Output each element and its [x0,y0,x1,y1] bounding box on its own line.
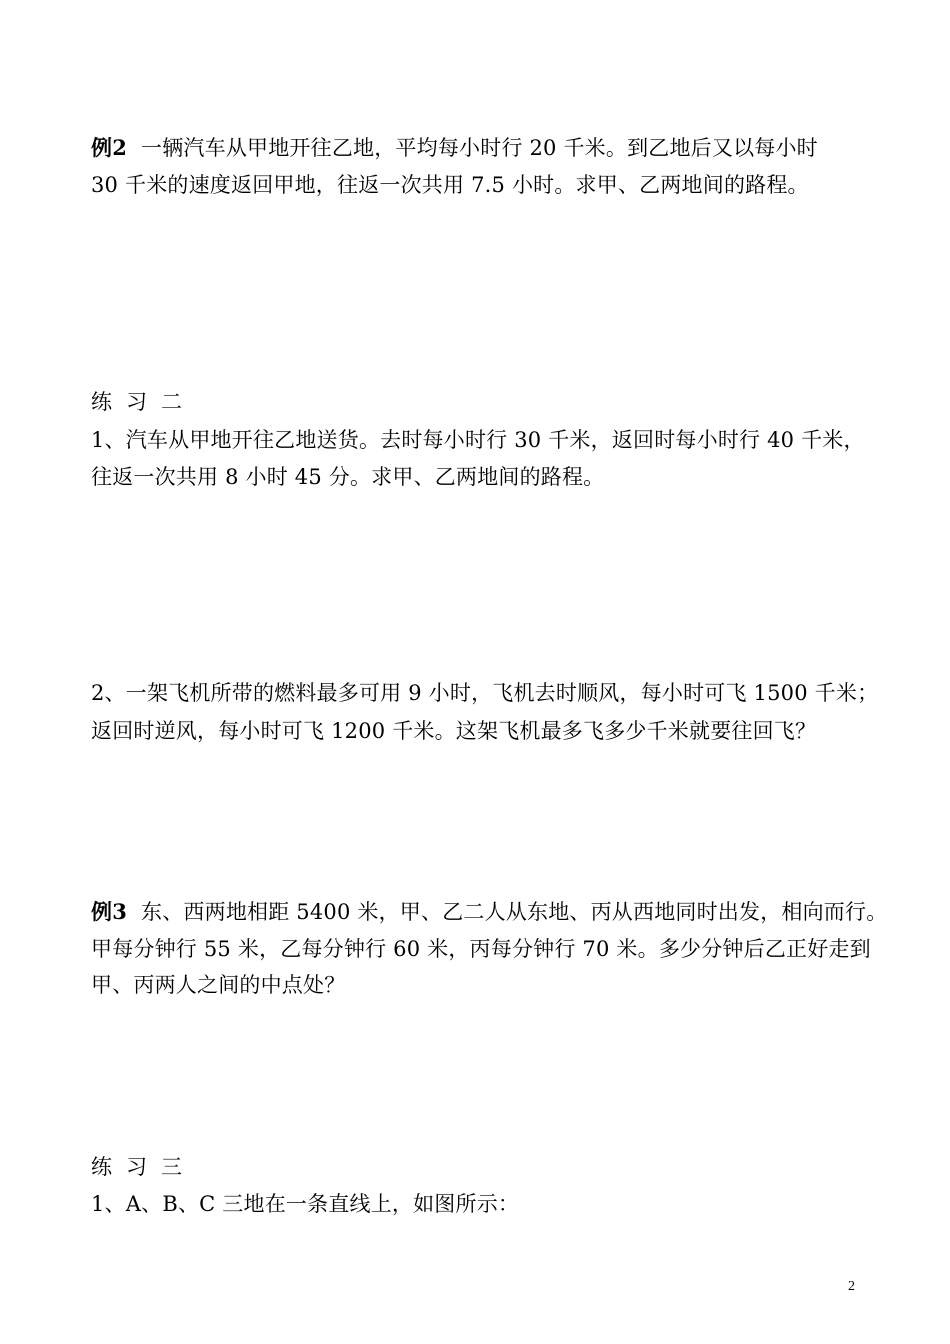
practice-2-question-1-line-2: 往返一次共用 8 小时 45 分。求甲、乙两地间的路程。 [91,465,605,489]
example-2-line-1 [91,133,818,163]
practice-2-question-2-line-1: 2、一架飞机所带的燃料最多可用 9 小时，飞机去时顺风，每小时可飞 1500 千米； [91,681,879,705]
example-3-line-1 [91,897,887,927]
practice-2-question-1-line-1: 1、汽车从甲地开往乙地送货。去时每小时行 30 千米，返回时每小时行 40 千米， [91,428,865,452]
practice-3-heading: 练习三 [91,1155,196,1179]
page-number: 2 [848,1279,855,1294]
example-2-label: 例2 [91,135,128,160]
practice-3-question-1-line-1: 1、A、B、C 三地在一条直线上，如图所示： [91,1192,520,1216]
practice-2-heading: 练习二 [91,390,196,414]
practice-2-question-2-line-2: 返回时逆风，每小时可飞 1200 千米。这架飞机最多飞多少千米就要往回飞？ [91,719,817,743]
example-3-line-2: 甲每分钟行 55 米，乙每分钟行 60 米，丙每分钟行 70 米。多少分钟后乙正好走到 [91,937,871,961]
example-2-line-2: 30 千米的速度返回甲地，往返一次共用 7.5 小时。求甲、乙两地间的路程。 [91,173,809,197]
example-3-line-3: 甲、丙两人之间的中点处？ [91,973,346,997]
example-3-label: 例3 [91,899,128,924]
example-2-text-1: 一辆汽车从甲地开往乙地，平均每小时行 20 千米。到乙地后又以每小时 [141,136,818,160]
example-3-text-1: 东、西两地相距 5400 米，甲、乙二人从东地、丙从西地同时出发，相向而行。 [141,900,888,924]
